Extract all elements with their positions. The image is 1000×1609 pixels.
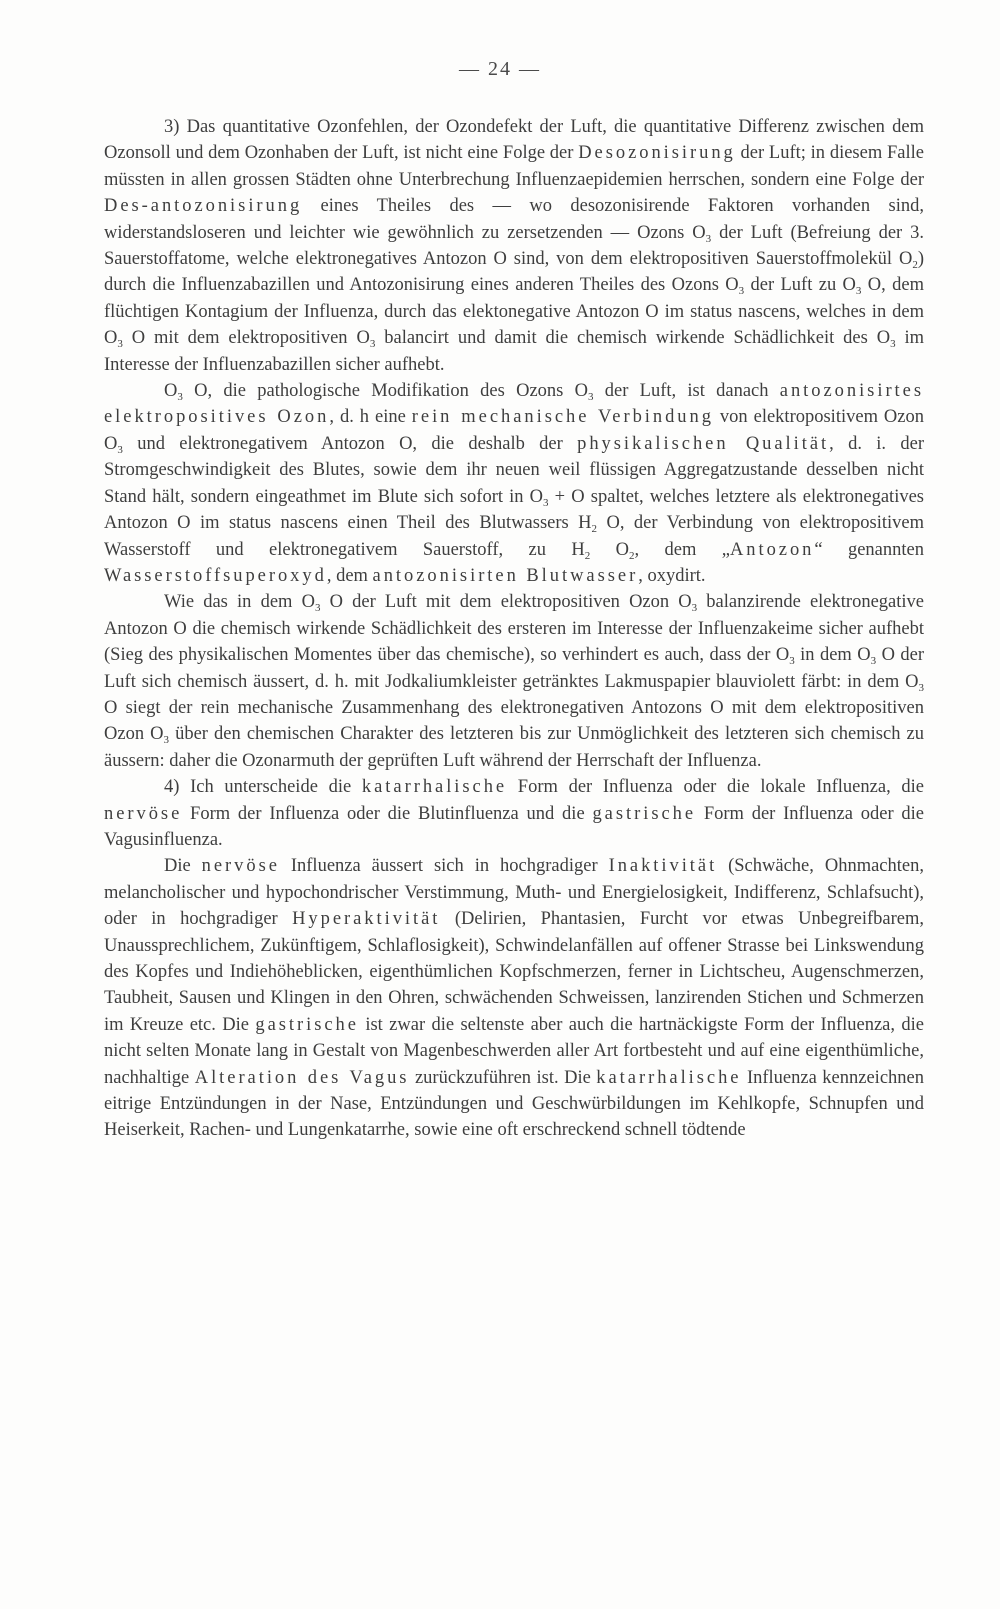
subscript: 3 [117, 338, 123, 351]
subscript: 3 [163, 734, 170, 747]
paragraph-p1 [104, 114, 924, 378]
text-run: ist zwar die seltenste aber auch die hartnäckigste Form der Influenza, die nicht selten Monate lang in Gestalt von Magenbeschwerden aller Art fortbesteht und auf eine eigenthümliche, nachhaltige [104, 1014, 924, 1088]
subscript: 3 [890, 338, 896, 351]
text-run: , dem [326, 565, 373, 586]
text-run: Wie das in dem O [164, 592, 315, 613]
subscript: 3 [738, 285, 745, 298]
paragraph-p5 [104, 853, 924, 1143]
emphasized-text: gastrische [592, 803, 697, 824]
text-run: “ genannten [814, 539, 924, 560]
text-run: von elektropositivem Ozon O [104, 407, 924, 454]
text-run: Form der Influenza oder die Vagusinfluenza. [104, 803, 925, 850]
subscript: 3 [117, 443, 123, 456]
paragraph-p4 [104, 774, 924, 853]
text-run: O, dem flüchtigen Kontagium der Influenza, durch das elektonegative Antozon O im status nascens, welches in dem O [104, 275, 925, 349]
subscript: 3 [705, 232, 712, 245]
text-run: O der Luft sich chemisch äussert, d. h. mit Jodkaliumkleister getränktes Lakmuspapier blauviolett färbt: in dem O [104, 645, 924, 692]
text-run: , d. i. der Stromgeschwindigkeit des Blutes, sowie dem ihr neuen weil flüssigen Aggregatzustande desselben nicht Stand hält, sondern eingeathmet im Blute sich sofort in O [104, 433, 925, 507]
text-run: O der Luft mit dem elektropositiven Ozon O [320, 592, 692, 613]
text-run: O, die pathologische Modifikation des Ozons O [182, 381, 588, 402]
emphasized-text: Alteration des Vagus [194, 1067, 410, 1088]
text-run: und elektronegativem Antozon O, die deshalb der [122, 433, 578, 454]
text-run: über den chemischen Charakter des letzteren bis zur Unmöglichkeit des letzteren sich chemisch zu äussern: daher die Ozonarmuth der geprüften Luft während der Herrschaft der Influenza. [104, 724, 924, 771]
text-run: der Luft (Befreiung der 3. Sauerstoffatome, welche elektronegatives Antozon O sind, von dem elektropositiven Sauerstoffmolekül O [104, 222, 925, 270]
text-run: zurückzuführen ist. Die [409, 1067, 597, 1088]
subscript: 3 [588, 391, 594, 404]
emphasized-text: Antozon [729, 539, 815, 560]
text-run: , oxydirt. [638, 565, 706, 586]
body-text [104, 114, 924, 1144]
text-run: , d. h eine [329, 407, 412, 428]
page-number: — 24 — [459, 58, 541, 80]
text-run: der Luft zu O [744, 275, 856, 296]
subscript: 3 [314, 602, 321, 615]
subscript: 3 [691, 602, 698, 615]
emphasized-text: physikalischen Qualität [577, 433, 830, 454]
text-run: in dem O [794, 645, 871, 666]
subscript: 2 [912, 259, 918, 272]
subscript: 3 [918, 681, 924, 694]
text-run: (Schwäche, Ohnmachten, melancholischer und hypochondrischer Verstimmung, Muth- und Energielosigkeit, Indifferenz, Schlafsucht), oder in hochgradiger [104, 856, 924, 930]
text-run: ) durch die Influenzabazillen und Antozonisirung eines anderen Theiles des Ozons O [104, 249, 924, 296]
subscript: 2 [591, 523, 598, 536]
emphasized-text: antozonisirten Blutwasser [372, 565, 639, 586]
text-run: (Delirien, Phantasien, Furcht vor etwas Unbegreifbarem, Unaussprechlichem, Zukünftigem, Schlaflosigkeit), Schwindelanfällen auf offener Strasse bei Linkswendung des Kopfes und Indiehöheblicken, eigenthümlichen Kopfschmerzen, ferner in Lichtscheu, Augenschmerzen, Taubheit, Sausen und Klingen in den Ohren, schwächenden Schweissen, lanzirenden Stichen und Schmerzen im Kreuze etc. Die [104, 909, 924, 1035]
text-run: + O spaltet, welches letztere als elektronegatives Antozon O im status nascens einen Theil des Blutwassers H [104, 486, 924, 534]
text-run: Form der Influenza oder die Blutinfluenza und die [182, 803, 593, 824]
text-run: O, der Verbindung von elektropositivem Wasserstoff und elektronegativem Sauerstoff, zu H [104, 513, 924, 560]
text-run: Form der Influenza oder die lokale Influenza, die [507, 777, 924, 798]
text-run: O mit dem elektropositiven O [122, 328, 370, 349]
emphasized-text: katarrhalische [596, 1067, 742, 1088]
text-run: O [590, 539, 629, 560]
subscript: 3 [789, 655, 795, 668]
subscript: 2 [628, 549, 635, 562]
text-run: O [164, 381, 178, 402]
text-run: eines Theiles des — wo desozonisirende Faktoren vorhanden sind, widerstandsloseren und leichter wie gewöhnlich zu zersetzenden — Ozons O [104, 196, 924, 243]
text-run: der Luft; in diesem Falle müssten in allen grossen Städten ohne Unterbrechung Influenzaepidemien herrschen, sondern eine Folge der [104, 143, 924, 190]
emphasized-text: Desozonisirung [578, 143, 736, 164]
text-run: balancirt und damit die chemisch wirkende Schädlichkeit des O [375, 328, 891, 349]
emphasized-text: gastrische [255, 1014, 359, 1035]
emphasized-text: Inaktivität [608, 856, 718, 877]
text-run: der Luft, ist danach [593, 381, 780, 402]
text-run: 3) Das quantitative Ozonfehlen, der Ozondefekt der Luft, die quantitative Differenz zwischen dem Ozonsoll und dem Ozonhaben der Luft, ist nicht eine Folge der [104, 117, 924, 164]
emphasized-text: Wasserstoffsuperoxyd [104, 565, 327, 586]
text-run: , dem „ [634, 539, 730, 560]
text-run: balanzirende elektronegative Antozon O die chemisch wirkende Schädlichkeit des ersteren im Interesse der Influenzakeime sicher aufhebt (Sieg des physikalischen Momentes über das chemische), so verhindert es auch, dass der O [104, 592, 924, 666]
paragraph-p3 [104, 589, 924, 774]
text-run: Influenza kennzeichnen eitrige Entzündungen in der Nase, Entzündungen und Geschwürbildungen im Kehlkopfe, Schnupfen und Heiserkeit, Rachen- und Lungenkatarrhe, sowie eine oft erschreckend schnell tödtende [104, 1067, 924, 1141]
subscript: 3 [177, 391, 183, 404]
emphasized-text: nervöse [104, 803, 183, 824]
subscript: 3 [855, 285, 862, 298]
text-run: Die [164, 856, 202, 877]
emphasized-text: rein mechanische Verbindung [411, 407, 714, 428]
emphasized-text: antozonisirtes elektropositives Ozon [104, 381, 924, 428]
emphasized-text: Des-antozonisirung [104, 196, 303, 217]
emphasized-text: nervöse [201, 856, 280, 877]
subscript: 2 [584, 549, 591, 562]
text-run: Influenza äussert sich in hochgradiger [279, 856, 609, 877]
subscript: 3 [369, 338, 376, 351]
paragraph-p2 [104, 378, 924, 589]
subscript: 3 [543, 496, 549, 509]
subscript: 3 [870, 655, 877, 668]
emphasized-text: katarrhalische [361, 777, 508, 798]
emphasized-text: Hyperaktivität [292, 909, 441, 930]
text-run: im Interesse der Influenzabazillen sicher aufhebt. [104, 328, 924, 375]
text-run: O siegt der rein mechanische Zusammenhang des elektronegativen Antozons O mit dem elektropositiven Ozon O [104, 697, 924, 745]
text-run: 4) Ich unterscheide die [164, 777, 362, 798]
